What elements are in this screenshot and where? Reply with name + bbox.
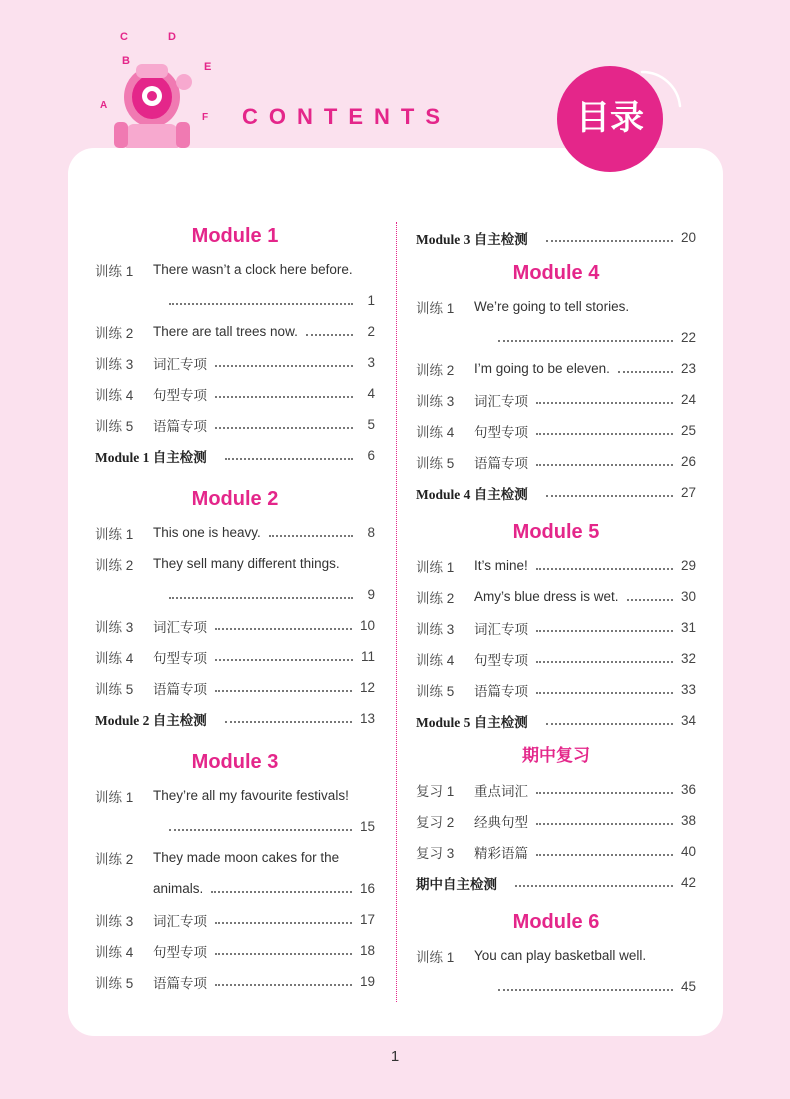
- leader-dots: [169, 597, 353, 599]
- entry-page: 30: [680, 589, 696, 604]
- leader-dots: [225, 458, 353, 460]
- entry-title: 重点词汇: [474, 783, 528, 799]
- toc-entry[interactable]: [95, 641, 375, 672]
- toc-entry-continuation[interactable]: [95, 811, 375, 842]
- entry-title: 句型专项: [153, 944, 207, 960]
- entry-label: 训练 4: [95, 944, 134, 960]
- entry-page: 23: [680, 361, 696, 376]
- entry-title: 句型专项: [153, 387, 207, 403]
- module-heading: Module 1: [191, 225, 279, 247]
- entry-label: 训练 5: [95, 681, 134, 697]
- entry-label: 复习 2: [416, 814, 455, 830]
- entry-label: 训练 3: [416, 621, 455, 637]
- entry-label: 训练 4: [416, 652, 455, 668]
- toc-entry-continuation[interactable]: [95, 579, 375, 610]
- entry-title: 语篇专项: [153, 681, 207, 697]
- entry-label: 训练 4: [95, 650, 134, 666]
- entry-page: 17: [359, 912, 375, 927]
- entry-title: We’re going to tell stories.: [474, 299, 630, 314]
- entry-title: 词汇专项: [474, 621, 528, 637]
- leader-dots: [498, 989, 673, 991]
- entry-page: 5: [367, 417, 375, 432]
- leader-dots: [498, 340, 673, 342]
- entry-page: 20: [680, 230, 696, 245]
- entry-label: 训练 4: [416, 424, 455, 440]
- entry-page: 11: [360, 649, 375, 664]
- mascot-letter: D: [168, 31, 176, 43]
- toc-test-entry[interactable]: [416, 222, 696, 253]
- leader-dots: [536, 692, 673, 694]
- toc-entry[interactable]: [95, 409, 375, 440]
- entry-page: 16: [359, 881, 375, 896]
- leader-dots: [536, 568, 673, 570]
- entry-title: There are tall trees now.: [153, 324, 298, 339]
- entry-label: 训练 5: [95, 975, 134, 991]
- entry-title: They made moon cakes for the: [153, 850, 340, 865]
- toc-entry[interactable]: [416, 643, 696, 674]
- entry-label: 训练 1: [95, 526, 134, 542]
- mascot-letter: F: [202, 112, 209, 123]
- entry-title: 语篇专项: [474, 683, 528, 699]
- entry-page: 22: [680, 330, 696, 345]
- entry-title: 语篇专项: [153, 418, 207, 434]
- entry-page: 8: [367, 525, 375, 540]
- entry-title: This one is heavy.: [153, 525, 261, 540]
- entry-title: 词汇专项: [153, 356, 207, 372]
- leader-dots: [169, 829, 352, 831]
- entry-page: 26: [680, 454, 696, 469]
- entry-title: 词汇专项: [153, 913, 207, 929]
- entry-page: 27: [680, 485, 696, 500]
- entry-title: It’s mine!: [474, 558, 528, 573]
- toc-entry-continuation[interactable]: [416, 971, 696, 1002]
- toc-badge: 目录: [557, 66, 663, 172]
- entry-page: 34: [680, 713, 696, 728]
- leader-dots: [306, 334, 353, 336]
- toc-entry[interactable]: [95, 347, 375, 378]
- leader-dots: [546, 495, 673, 497]
- entry-label: 训练 3: [95, 913, 134, 929]
- entry-title: 经典句型: [474, 814, 528, 830]
- toc-entry[interactable]: [416, 805, 696, 836]
- entry-label: 训练 1: [416, 559, 455, 575]
- entry-title: They’re all my favourite festivals!: [153, 788, 349, 803]
- leader-dots: [536, 630, 673, 632]
- module-heading: Module 3: [191, 751, 279, 773]
- toc-entry[interactable]: [416, 940, 696, 971]
- toc-test-entry[interactable]: [416, 705, 696, 736]
- leader-dots: [536, 433, 673, 435]
- toc-entry[interactable]: [416, 415, 696, 446]
- leader-dots: [618, 371, 673, 373]
- entry-page: 1: [367, 293, 375, 308]
- test-label: Module 4 自主检测: [416, 486, 528, 502]
- leader-dots: [215, 628, 352, 630]
- toc-entry[interactable]: [95, 672, 375, 703]
- entry-title: 词汇专项: [153, 619, 207, 635]
- leader-dots: [225, 721, 352, 723]
- entry-label: 训练 2: [416, 590, 455, 606]
- module-heading: Module 5: [512, 521, 600, 543]
- leader-dots: [215, 659, 353, 661]
- entry-label: 训练 5: [416, 683, 455, 699]
- entry-label: 训练 2: [95, 325, 134, 341]
- entry-label: 训练 1: [95, 789, 134, 805]
- test-label: 期中自主检测: [416, 876, 497, 893]
- toc-entry[interactable]: [95, 904, 375, 935]
- leader-dots: [215, 984, 352, 986]
- toc-entry[interactable]: [416, 581, 696, 612]
- entry-label: 复习 3: [416, 845, 455, 861]
- toc-entry[interactable]: [95, 316, 375, 347]
- contents-heading: CONTENTS: [242, 104, 451, 129]
- entry-page: 13: [359, 711, 375, 726]
- toc-entry[interactable]: [416, 612, 696, 643]
- leader-dots: [215, 953, 352, 955]
- leader-dots: [215, 396, 353, 398]
- toc-test-entry[interactable]: [416, 867, 696, 898]
- entry-title: Amy’s blue dress is wet.: [474, 589, 619, 604]
- toc-entry[interactable]: [95, 517, 375, 548]
- leader-dots: [536, 661, 673, 663]
- entry-title: 精彩语篇: [474, 845, 528, 861]
- entry-page: 24: [680, 392, 696, 407]
- toc-entry[interactable]: [416, 550, 696, 581]
- leader-dots: [536, 792, 673, 794]
- leader-dots: [215, 690, 352, 692]
- toc-entry[interactable]: [416, 774, 696, 805]
- toc-entry[interactable]: [95, 935, 375, 966]
- leader-dots: [215, 922, 352, 924]
- toc-entry-continuation[interactable]: [95, 285, 375, 316]
- entry-page: 38: [680, 813, 696, 828]
- entry-label: 训练 1: [416, 949, 455, 965]
- toc-entry-continuation[interactable]: [95, 873, 375, 904]
- leader-dots: [515, 885, 673, 887]
- entry-label: 训练 2: [95, 851, 134, 867]
- entry-page: 40: [680, 844, 696, 859]
- entry-label: 训练 2: [416, 362, 455, 378]
- entry-page: 31: [680, 620, 696, 635]
- page-number: 1: [390, 1048, 400, 1065]
- entry-page: 3: [367, 355, 375, 370]
- mascot-letter: B: [122, 55, 130, 67]
- toc-entry[interactable]: [95, 842, 375, 873]
- entry-page: 15: [359, 819, 375, 834]
- entry-page: 10: [359, 618, 375, 633]
- entry-page: 45: [680, 979, 696, 994]
- test-label: Module 1 自主检测: [95, 449, 207, 465]
- module-heading: Module 2: [191, 488, 279, 510]
- test-label: Module 3 自主检测: [416, 231, 528, 247]
- toc-entry[interactable]: [416, 291, 696, 322]
- leader-dots: [536, 402, 673, 404]
- toc-entry[interactable]: [416, 836, 696, 867]
- entry-title: There wasn’t a clock here before.: [153, 262, 353, 277]
- toc-entry[interactable]: [95, 254, 375, 285]
- entry-title: You can play basketball well.: [474, 948, 647, 963]
- left-column: [95, 222, 375, 997]
- toc-entry[interactable]: [95, 548, 375, 579]
- entry-label: 训练 1: [95, 263, 134, 279]
- leader-dots: [627, 599, 673, 601]
- toc-entry[interactable]: [95, 780, 375, 811]
- entry-label: 训练 5: [416, 455, 455, 471]
- entry-label: 训练 5: [95, 418, 134, 434]
- toc-entry[interactable]: [416, 353, 696, 384]
- entry-label: 训练 3: [95, 356, 134, 372]
- leader-dots: [169, 303, 353, 305]
- entry-title: 语篇专项: [474, 455, 528, 471]
- mascot-letter: E: [204, 61, 212, 73]
- mascot-letter: A: [100, 100, 108, 111]
- leader-dots: [215, 365, 353, 367]
- module-heading: Module 6: [512, 911, 600, 933]
- right-column: [416, 222, 696, 1002]
- entry-label: 训练 3: [95, 619, 134, 635]
- module-heading: 期中复习: [522, 746, 590, 765]
- leader-dots: [215, 427, 353, 429]
- test-label: Module 2 自主检测: [95, 712, 207, 728]
- entry-page: 19: [359, 974, 375, 989]
- badge-arc-decoration: [636, 66, 686, 116]
- leader-dots: [546, 240, 673, 242]
- entry-label: 训练 3: [416, 393, 455, 409]
- toc-entry[interactable]: [416, 674, 696, 705]
- entry-title: 句型专项: [474, 424, 528, 440]
- entry-page: 12: [359, 680, 375, 695]
- entry-page: 29: [680, 558, 696, 573]
- entry-label: 训练 1: [416, 300, 455, 316]
- entry-title-continued: animals.: [153, 881, 204, 896]
- leader-dots: [269, 535, 353, 537]
- entry-page: 32: [680, 651, 696, 666]
- entry-page: 25: [680, 423, 696, 438]
- entry-title: 词汇专项: [474, 393, 528, 409]
- entry-page: 4: [367, 386, 375, 401]
- entry-title: 句型专项: [153, 650, 207, 666]
- entry-page: 9: [367, 587, 375, 602]
- entry-label: 训练 2: [95, 557, 134, 573]
- entry-title: I’m going to be eleven.: [474, 361, 610, 376]
- test-label: Module 5 自主检测: [416, 714, 528, 730]
- toc-test-entry[interactable]: [95, 440, 375, 471]
- toc-entry[interactable]: [416, 446, 696, 477]
- toc-test-entry[interactable]: [95, 703, 375, 734]
- entry-page: 6: [367, 448, 375, 463]
- module-heading: Module 4: [512, 262, 600, 284]
- entry-page: 18: [359, 943, 375, 958]
- column-divider: [396, 222, 397, 1002]
- toc-test-entry[interactable]: [416, 477, 696, 508]
- entry-page: 2: [367, 324, 375, 339]
- entry-title: 句型专项: [474, 652, 528, 668]
- leader-dots: [536, 854, 673, 856]
- entry-label: 复习 1: [416, 783, 455, 799]
- toc-entry[interactable]: [95, 966, 375, 997]
- leader-dots: [536, 823, 673, 825]
- entry-title: They sell many different things.: [153, 556, 340, 571]
- toc-entry-continuation[interactable]: [416, 322, 696, 353]
- toc-entry[interactable]: [416, 384, 696, 415]
- leader-dots: [536, 464, 673, 466]
- entry-title: 语篇专项: [153, 975, 207, 991]
- entry-page: 36: [680, 782, 696, 797]
- toc-entry[interactable]: [95, 378, 375, 409]
- entry-label: 训练 4: [95, 387, 134, 403]
- entry-page: 33: [680, 682, 696, 697]
- mascot-letter: C: [120, 31, 128, 43]
- entry-page: 42: [680, 875, 696, 890]
- leader-dots: [211, 891, 352, 893]
- leader-dots: [546, 723, 673, 725]
- toc-entry[interactable]: [95, 610, 375, 641]
